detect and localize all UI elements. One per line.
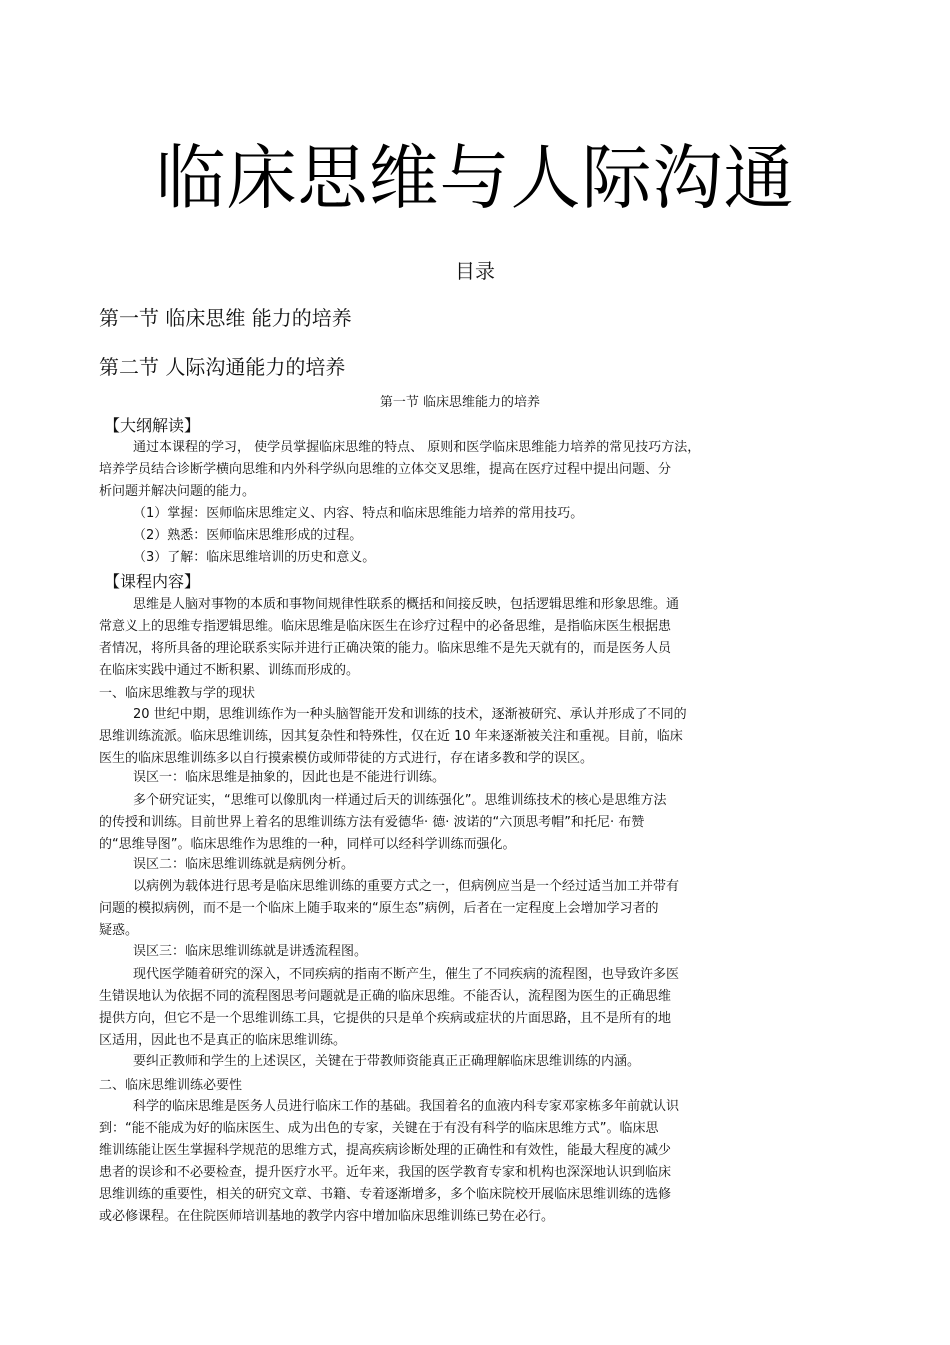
text-line: 提供方向，但它不是一个思维训练工具，它提供的只是单个疾病或症状的片面思路，且不是所有的地: [99, 1011, 672, 1026]
text-line: 析问题并解决问题的能力。: [99, 484, 256, 499]
text-line: 现代医学随着研究的深入，不同疾病的指南不断产生，催生了不同疾病的流程图，也导致许多医: [133, 967, 680, 982]
text-line: 维训练能让医生掌握科学规范的思维方式，提高疾病诊断处理的正确性和有效性，能最大程度的减少: [99, 1143, 672, 1158]
text-line: 以病例为载体进行思考是临床思维训练的重要方式之一，但病例应当是一个经过适当加工并带有: [133, 879, 680, 894]
text-line: 患者的误诊和不必要检查，提升医疗水平。近年来，我国的医学教育专家和机构也深深地认识到临床: [99, 1165, 672, 1180]
text-line: 者情况，将所具备的理论联系实际并进行正确决策的能力。临床思维不是先天就有的，而是医务人员: [99, 641, 672, 656]
text-line: 医生的临床思维训练多以自行摸索模仿或师带徒的方式进行，存在诸多教和学的误区。: [99, 751, 594, 766]
text-line: 思维是人脑对事物的本质和事物间规律性联系的概括和间接反映，包括逻辑思维和形象思维。通: [133, 597, 680, 612]
text-line: 要纠正教师和学生的上述误区，关键在于带教师资能真正正确理解临床思维训练的内涵。: [133, 1054, 641, 1069]
toc-item-section-1[interactable]: 第一节 临床思维 能力的培养: [99, 306, 352, 330]
toc-heading: 目录: [455, 259, 495, 283]
text-line: 20 世纪中期，思维训练作为一种头脑智能开发和训练的技术，逐渐被研究、承认并形成了不同的: [133, 707, 687, 722]
toc-item-section-2[interactable]: 第二节 人际沟通能力的培养: [99, 355, 346, 379]
text-line: 常意义上的思维专指逻辑思维。临床思维是临床医生在诊疗过程中的必备思维，是指临床医生根据患: [99, 619, 672, 634]
text-line: 问题的模拟病例，而不是一个临床上随手取来的“原生态”病例，后者在一定程度上会增加学习者的: [99, 901, 659, 916]
text-line: 到：“能不能成为好的临床医生、成为出色的专家，关键在于有没有科学的临床思维方式”。临床思: [99, 1121, 659, 1136]
section-heading: 第一节 临床思维能力的培养: [379, 395, 541, 410]
text-line: 多个研究证实，“思维可以像肌肉一样通过后天的训练强化”。思维训练技术的核心是思维方法: [133, 793, 667, 808]
content-heading: 【课程内容】: [104, 572, 201, 591]
text-line: 培养学员结合诊断学横向思维和内外科学纵向思维的立体交叉思维，提高在医疗过程中提出问题、分: [99, 462, 672, 477]
text-line: 生错误地认为依据不同的流程图思考问题就是正确的临床思维。不能否认，流程图为医生的正确思维: [99, 989, 672, 1004]
part2-heading: 二、临床思维训练必要性: [99, 1078, 243, 1093]
text-line: 的传授和训练。目前世界上着名的思维训练方法有爱德华· 德· 波诺的“六顶思考帽”和托尼· 布赞: [99, 815, 645, 830]
text-line: 思维训练的重要性，相关的研究文章、书籍、专着逐渐增多，多个临床院校开展临床思维训练的选修: [99, 1187, 672, 1202]
text-line: 或必修课程。在住院医师培训基地的教学内容中增加临床思维训练已势在必行。: [99, 1209, 555, 1224]
list-item: （3）了解：临床思维培训的历史和意义。: [133, 550, 376, 565]
text-line: 在临床实践中通过不断积累、训练而形成的。: [99, 663, 360, 678]
text-line: 科学的临床思维是医务人员进行临床工作的基础。我国着名的血液内科专家邓家栋多年前就认识: [133, 1099, 680, 1114]
outline-heading: 【大纲解读】: [104, 416, 201, 435]
text-line: 误区三：临床思维训练就是讲透流程图。: [133, 944, 368, 959]
part1-heading: 一、临床思维教与学的现状: [99, 686, 256, 701]
list-item: （1）掌握：医师临床思维定义、内容、特点和临床思维能力培养的常用技巧。: [133, 506, 584, 521]
text-line: 区适用，因此也不是真正的临床思维训练。: [99, 1033, 347, 1048]
text-line: 通过本课程的学习， 使学员掌握临床思维的特点、 原则和医学临床思维能力培养的常见技巧方法，: [133, 440, 701, 455]
text-line: 思维训练流派。临床思维训练，因其复杂性和特殊性，仅在近 10 年来逐渐被关注和重视。目前，临床: [99, 729, 683, 744]
text-line: 误区一：临床思维是抽象的，因此也是不能进行训练。: [133, 770, 446, 785]
document-title: 临床思维与人际沟通: [155, 137, 795, 219]
text-line: 误区二：临床思维训练就是病例分析。: [133, 857, 355, 872]
text-line: 疑惑。: [99, 923, 139, 938]
text-line: 的“思维导图”。临床思维作为思维的一种，同样可以经科学训练而强化。: [99, 837, 516, 852]
list-item: （2）熟悉：医师临床思维形成的过程。: [133, 528, 363, 543]
